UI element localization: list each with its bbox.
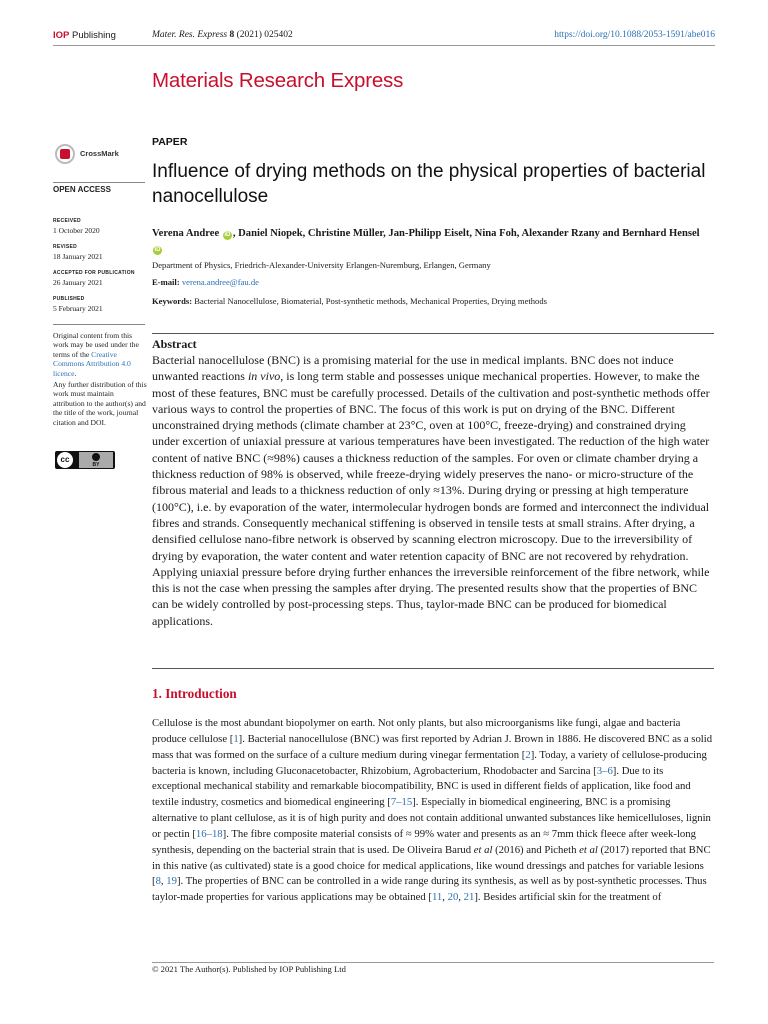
reference-link[interactable]: 3–6 — [596, 764, 613, 777]
journal-name[interactable]: Materials Research Express — [152, 69, 404, 92]
intro-text: , — [458, 891, 464, 904]
author-list: Verena Andree iD , Daniel Niopek, Christine Müller, Jan-Philipp Eiselt, Nina Foh, Alexander Rzany and Bernhard Hensel iD — [152, 228, 700, 253]
intro-italic: et al — [473, 843, 493, 856]
intro-text: ]. — [412, 796, 422, 809]
abstract-body: Bacterial nanocellulose (BNC) is a promising material for the use in medical implants. BNC does not induce unwanted reactions in vivo, is long term stable and possesses unique mechanical properties. However, to make the most of these features, BNC must be carefully processed. Details of the cultivation and post-synthetic methods offer various ways to control the properties of BNC. The focus of this work is put on drying of the BNC. Different unconstrained drying methods (climate chamber at 23°C, oven at 100°C, freeze-drying) and constrained drying under excertion of uniaxial pressure at various temperatures have been investigated. The reduction of the high water content of native BNC (≈98%) causes a thickness reduction of the samples. For oven or climate chamber drying a thickness reduction of 98% is observed, while freeze-drying widely preserves the nano- or micro-structure of the fibrous material and leads to a thickness reduction of only ≈13%. During drying or pressing at high temperature (100°C), i.e. by evaporation of the water, intermolecular hydrogen bonds are formed and interconnect the individual fibres and strands. Consequently mechanical stiffening is observed in tensile tests at small strains. After drying, a densified cellulose nano-fibre network is observed by scanning electron microscopy. Due to the irreversibility of drying by evaporation, the water content and water retention capacity of BNC are not recovered by rehydration. Applying uniaxial pressure before drying further enhances the irreversible reinforcement of the fibre network, while this is not the case when pressing the samples after drying. The presented results show that the properties of BNC can be widely controlled by post-processing steps. Thus, taylor-made BNC can be produced for biomedical applications. — [152, 353, 710, 628]
article-title: Influence of drying methods on the physical properties of bacterial nanocellulose — [152, 161, 706, 207]
intro-text: (2016) and Picheth — [492, 843, 580, 856]
crossmark-icon — [55, 144, 75, 164]
intro-text: ]. — [238, 732, 248, 745]
by-icon: BY — [79, 452, 113, 468]
email-link[interactable]: verena.andree@fau.de — [181, 277, 259, 287]
intro-text: , — [442, 891, 448, 904]
intro-text: The fibre composite material consists of ≈ 99% water and presents as an ≈ 7mm thick fleece after week-long synthesis, depending on the bacterial strain that is used. De Oliveira Barud — [152, 827, 696, 856]
sidebar-divider — [53, 182, 145, 183]
copyright-footer: © 2021 The Author(s). Published by IOP Publishing Ltd — [152, 964, 346, 974]
intro-italic: et al — [579, 843, 598, 856]
intro-text: Especially in biomedical engineering, BNC is a promising alternative to plant cellulose, as it is of high purity and does not contain additional unwanted substances like hemicelluloses, lignin or pectin [ — [152, 796, 711, 840]
keywords: Keywords: Bacterial Nanocellulose, Biomaterial, Post-synthetic methods, Mechanical Properties, Drying methods — [152, 296, 547, 306]
reference-link[interactable]: 7–15 — [390, 796, 413, 809]
abstract-heading: Abstract — [152, 337, 197, 351]
orcid-icon[interactable]: iD — [224, 232, 231, 238]
intro-text: ]. — [612, 764, 622, 777]
abstract-bottom-rule — [152, 668, 714, 669]
date-revised: REVISED 18 January 2021 — [53, 244, 103, 261]
footer-divider — [152, 962, 714, 963]
section-heading: 1. Introduction — [152, 686, 237, 701]
header-divider — [53, 45, 715, 46]
date-published: PUBLISHED 5 February 2021 — [53, 296, 103, 313]
intro-text: The properties of BNC can be controlled in a wide range during its synthesis, as well as by post-synthetic processes. Thus taylor-made properties for various applications may be obtained [ — [152, 875, 707, 904]
intro-text: Due to its exceptional mechanical stability and remarkable biocompatibility, BNC is used in different fields of application, like food and textile industry, cosmetics and biomedical engineering [ — [152, 764, 691, 809]
sidebar-divider — [53, 324, 145, 325]
intro-text: ]. Besides artificial skin for the treatment of — [474, 891, 662, 904]
reference-link[interactable]: 19 — [166, 875, 177, 888]
intro-text: ]. — [222, 827, 232, 840]
journal-citation: Mater. Res. Express 8 (2021) 025402 — [152, 30, 293, 40]
reference-link[interactable]: 8 — [155, 875, 161, 888]
intro-text: Today, a variety of cellulose-producing bacteria is known, including Gluconacetobacter, Rhizobium, Agrobacterium, Rhodobacter and Sarcina [ — [152, 748, 707, 777]
date-accepted: ACCEPTED FOR PUBLICATION 26 January 2021 — [53, 270, 135, 287]
introduction-body — [152, 716, 714, 906]
affiliation: Department of Physics, Friedrich-Alexander-University Erlangen-Nuremburg, Erlangen, Germany — [152, 260, 491, 270]
reference-link[interactable]: 1 — [233, 732, 239, 745]
reference-link[interactable]: 2 — [525, 748, 531, 761]
intro-text: ]. — [530, 748, 540, 761]
cc-by-badge[interactable] — [55, 451, 115, 469]
open-access-label: OPEN ACCESS — [53, 185, 111, 194]
license-text: Original content from this work may be used under the terms of the Creative Commons Attribution 4.0 licence. Any further distribution of this work must maintain attribution to the author(s) and the title of the work, journal citation and DOI. — [53, 331, 147, 427]
intro-text: Cellulose is the most abundant biopolymer on earth. Not only plants, but also microorganisms like fungi, algae and bacteria produce cellulose [ — [152, 717, 681, 745]
intro-text: , — [160, 875, 167, 888]
orcid-icon[interactable]: iD — [154, 247, 161, 253]
iop-publishing-logo[interactable]: IOP Publishing — [53, 30, 116, 41]
date-received: RECEIVED 1 October 2020 — [53, 218, 100, 235]
reference-link[interactable]: 21 — [463, 891, 475, 904]
running-header — [53, 30, 715, 44]
article-type: PAPER — [152, 136, 188, 148]
cc-icon: cc — [57, 452, 73, 468]
reference-link[interactable]: 20 — [447, 891, 459, 904]
intro-text: ]. — [176, 875, 186, 888]
abstract-top-rule — [152, 333, 714, 334]
reference-link[interactable]: 16–18 — [195, 827, 223, 840]
doi-link[interactable]: https://doi.org/10.1088/2053-1591/abe016 — [554, 30, 715, 40]
crossmark-button[interactable] — [53, 142, 123, 168]
corresponding-email: E-mail: verena.andree@fau.de — [152, 277, 259, 287]
cc-license-link[interactable]: Creative Commons Attribution 4.0 licence — [53, 349, 131, 378]
intro-text: (2017) reported that BNC in this native (as cultivated) state is a good choice for medical applications, like wound dressings and patches for variable lesions [ — [152, 843, 711, 888]
reference-link[interactable]: 11 — [431, 891, 443, 904]
crossmark-label: CrossMark — [80, 149, 119, 158]
intro-text: Bacterial nanocellulose (BNC) was first reported by Adrian J. Brown in 1886. He discovered BNC as a solid mass that was formed on the surface of a culture medium during vinegar fermentation [ — [152, 732, 713, 761]
